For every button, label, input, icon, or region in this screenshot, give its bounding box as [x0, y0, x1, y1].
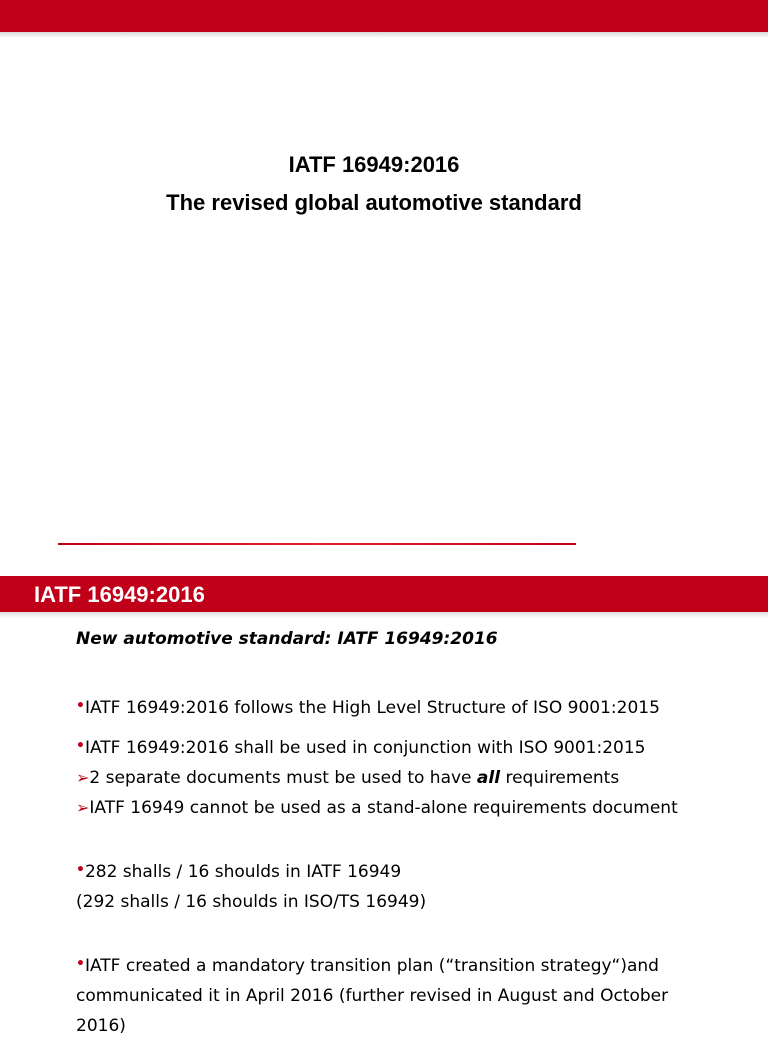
- top-red-bar: [0, 0, 768, 32]
- title-line-2: The revised global automotive standard: [166, 190, 582, 215]
- bullet-dot-icon: •: [76, 862, 85, 878]
- red-divider-line: [58, 543, 576, 545]
- subtitle: New automotive standard: IATF 16949:2016: [76, 629, 498, 649]
- sub-bullet-item-2: [76, 793, 736, 823]
- bullet-item-3: [76, 855, 736, 887]
- header-shadow: [0, 612, 768, 618]
- bullet-item-2: [76, 731, 736, 763]
- sub-bullet-emphasis: all: [476, 768, 501, 788]
- bullet-dot-icon: •: [76, 956, 85, 972]
- bullet-item-1: [76, 691, 736, 723]
- bullet-text: 282 shalls / 16 shoulds in IATF 16949: [84, 862, 402, 882]
- bullet-item-3-continuation: (292 shalls / 16 shoulds in ISO/TS 16949): [76, 892, 427, 912]
- arrow-bullet-icon: ➢: [76, 768, 90, 787]
- sub-bullet-item-1: [76, 763, 736, 793]
- title-line-1: IATF 16949:2016: [288, 152, 460, 177]
- header-bar: [0, 576, 768, 612]
- slide-content: [76, 624, 736, 1041]
- sub-bullet-text: IATF 16949 cannot be used as a stand-alone requirements document: [89, 798, 678, 818]
- sub-bullet-text-post: requirements: [500, 768, 620, 788]
- bullet-item-4: [76, 949, 716, 1041]
- bullet-dot-icon: •: [76, 738, 85, 754]
- header-title: IATF 16949:2016: [34, 582, 205, 607]
- content-slide: [0, 576, 768, 1036]
- top-bar-shadow: [0, 32, 768, 38]
- sub-bullet-text-pre: 2 separate documents must be used to have: [89, 768, 477, 788]
- bullet-text: IATF created a mandatory transition plan (“transition strategy“)and communicated it in April 2016 (further revised in August and October 2016): [76, 956, 669, 1036]
- slide-title: [0, 146, 748, 222]
- bullet-text: IATF 16949:2016 follows the High Level Structure of ISO 9001:2015: [84, 698, 660, 718]
- bullet-dot-icon: •: [76, 698, 85, 714]
- bullet-text: IATF 16949:2016 shall be used in conjunction with ISO 9001:2015: [84, 738, 646, 758]
- arrow-bullet-icon: ➢: [76, 798, 90, 817]
